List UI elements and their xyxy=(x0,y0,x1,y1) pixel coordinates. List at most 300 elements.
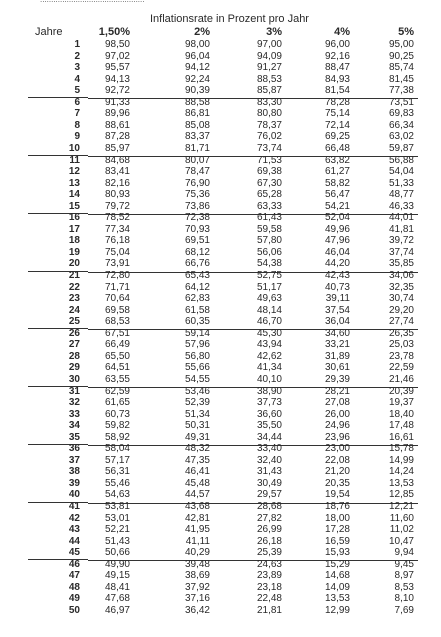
value-cell: 64,51 xyxy=(104,362,130,374)
value-cell: 59,14 xyxy=(184,327,210,339)
year-cell: 5 xyxy=(74,85,80,97)
value-cell: 47,68 xyxy=(104,593,130,605)
value-cell: 76,18 xyxy=(104,235,130,247)
year-cell: 27 xyxy=(68,339,80,351)
value-cell: 39,48 xyxy=(184,558,210,570)
value-cell: 81,45 xyxy=(388,73,414,85)
value-cell: 88,58 xyxy=(184,96,210,108)
year-cell: 16 xyxy=(68,212,80,224)
year-cell: 31 xyxy=(68,385,80,397)
value-cell: 21,81 xyxy=(256,604,282,616)
value-cell: 76,02 xyxy=(256,131,282,143)
value-cell: 55,66 xyxy=(184,362,210,374)
year-cell: 24 xyxy=(68,304,80,316)
value-cell: 23,89 xyxy=(256,570,282,582)
year-cell: 12 xyxy=(68,166,80,178)
year-cell: 9 xyxy=(74,131,80,143)
value-cell: 54,63 xyxy=(104,489,130,501)
value-cell: 86,81 xyxy=(184,108,210,120)
value-cell: 51,33 xyxy=(388,177,414,189)
value-cell: 54,04 xyxy=(388,166,414,178)
table-row xyxy=(0,179,441,190)
value-cell: 31,89 xyxy=(324,350,350,362)
value-cell: 98,00 xyxy=(184,39,210,50)
value-cell: 53,81 xyxy=(104,501,130,512)
value-cell: 27,08 xyxy=(324,397,350,409)
value-cell: 75,14 xyxy=(324,108,350,120)
year-cell: 30 xyxy=(68,373,80,385)
value-cell: 69,51 xyxy=(184,235,210,247)
value-cell: 60,35 xyxy=(184,316,210,328)
value-cell: 83,37 xyxy=(184,131,210,143)
value-cell: 78,47 xyxy=(184,166,210,178)
value-cell: 17,48 xyxy=(388,420,414,432)
value-cell: 42,62 xyxy=(256,350,282,362)
value-cell: 33,21 xyxy=(324,339,350,351)
year-cell: 38 xyxy=(68,466,80,478)
value-cell: 54,21 xyxy=(324,200,350,212)
year-cell: 10 xyxy=(68,142,80,154)
table-row xyxy=(0,329,441,340)
year-cell: 17 xyxy=(68,223,80,235)
value-cell: 55,46 xyxy=(104,477,130,489)
value-cell: 11,02 xyxy=(389,524,414,536)
year-cell: 36 xyxy=(68,443,80,455)
table-row xyxy=(0,398,441,409)
table-row xyxy=(0,306,441,317)
value-cell: 80,80 xyxy=(256,108,282,120)
value-cell: 14,68 xyxy=(324,570,350,582)
year-cell: 41 xyxy=(68,501,80,512)
value-cell: 49,96 xyxy=(324,223,350,235)
value-cell: 51,17 xyxy=(256,281,282,293)
value-cell: 36,60 xyxy=(256,408,282,420)
table-row xyxy=(0,63,441,74)
table-row xyxy=(0,225,441,236)
table-row xyxy=(0,456,441,467)
value-cell: 97,00 xyxy=(256,39,282,50)
value-cell: 20,35 xyxy=(324,477,350,489)
value-cell: 37,54 xyxy=(324,304,350,316)
value-cell: 49,31 xyxy=(184,431,210,443)
value-cell: 87,28 xyxy=(104,131,130,143)
value-cell: 79,72 xyxy=(104,200,130,212)
value-cell: 43,68 xyxy=(184,501,210,512)
value-cell: 81,54 xyxy=(324,85,350,97)
value-cell: 94,13 xyxy=(104,73,130,85)
value-cell: 19,37 xyxy=(388,397,414,409)
value-cell: 62,59 xyxy=(104,385,130,397)
table-row xyxy=(0,421,441,432)
value-cell: 82,16 xyxy=(104,177,130,189)
value-cell: 69,83 xyxy=(388,108,414,120)
value-cell: 39,11 xyxy=(325,293,350,305)
year-cell: 11 xyxy=(69,154,80,166)
value-cell: 58,04 xyxy=(104,443,130,455)
value-cell: 26,99 xyxy=(256,524,282,536)
value-cell: 39,72 xyxy=(388,235,414,247)
value-cell: 51,43 xyxy=(104,535,130,547)
value-cell: 66,34 xyxy=(388,119,414,131)
value-cell: 85,74 xyxy=(388,62,414,74)
table-row xyxy=(0,190,441,201)
year-cell: 40 xyxy=(68,489,80,501)
year-cell: 8 xyxy=(74,119,80,131)
value-cell: 48,32 xyxy=(184,443,210,455)
value-cell: 88,61 xyxy=(104,119,130,131)
table-row xyxy=(0,583,441,594)
value-cell: 40,10 xyxy=(256,373,282,385)
value-cell: 44,20 xyxy=(324,258,350,270)
value-cell: 90,39 xyxy=(184,85,210,97)
table-row xyxy=(0,317,441,328)
value-cell: 45,48 xyxy=(184,477,210,489)
year-cell: 26 xyxy=(68,327,80,339)
value-cell: 46,04 xyxy=(324,246,350,258)
table-row xyxy=(0,560,441,571)
year-cell: 35 xyxy=(68,431,80,443)
value-cell: 46,97 xyxy=(104,604,130,616)
value-cell: 12,85 xyxy=(388,489,414,501)
value-cell: 96,04 xyxy=(184,50,210,62)
value-cell: 26,35 xyxy=(388,327,414,339)
value-cell: 26,00 xyxy=(324,408,350,420)
table-row xyxy=(0,444,441,455)
value-cell: 68,12 xyxy=(184,246,210,258)
value-cell: 95,57 xyxy=(104,62,130,74)
value-cell: 30,74 xyxy=(388,293,414,305)
value-cell: 13,53 xyxy=(388,477,414,489)
value-cell: 37,74 xyxy=(388,246,414,258)
value-cell: 45,30 xyxy=(256,327,282,339)
value-cell: 23,18 xyxy=(256,581,282,593)
value-cell: 36,04 xyxy=(324,316,350,328)
value-cell: 89,96 xyxy=(104,108,130,120)
value-cell: 14,09 xyxy=(324,581,350,593)
table-row xyxy=(0,479,441,490)
value-cell: 58,82 xyxy=(324,177,350,189)
value-cell: 65,50 xyxy=(104,350,130,362)
table-row xyxy=(0,86,441,97)
value-cell: 50,66 xyxy=(104,547,130,559)
year-cell: 29 xyxy=(68,362,80,374)
value-cell: 69,38 xyxy=(256,166,282,178)
year-cell: 50 xyxy=(68,604,80,616)
value-cell: 27,82 xyxy=(256,512,282,524)
value-cell: 32,40 xyxy=(256,454,282,466)
year-cell: 43 xyxy=(68,524,80,536)
value-cell: 30,49 xyxy=(256,477,282,489)
value-cell: 73,51 xyxy=(388,96,414,108)
value-cell: 85,08 xyxy=(184,119,210,131)
value-cell: 72,38 xyxy=(184,212,210,224)
table-row xyxy=(0,156,441,167)
year-cell: 14 xyxy=(68,189,80,201)
year-cell: 33 xyxy=(68,408,80,420)
value-cell: 63,82 xyxy=(324,154,350,166)
table-row xyxy=(0,167,441,178)
value-cell: 21,20 xyxy=(324,466,350,478)
table-row xyxy=(0,98,441,109)
year-cell: 6 xyxy=(74,96,80,108)
value-cell: 96,00 xyxy=(324,39,350,50)
value-cell: 57,96 xyxy=(184,339,210,351)
value-cell: 53,46 xyxy=(184,385,210,397)
value-cell: 48,41 xyxy=(104,581,130,593)
year-cell: 45 xyxy=(68,547,80,559)
value-cell: 41,11 xyxy=(185,535,210,547)
value-cell: 29,20 xyxy=(388,304,414,316)
value-cell: 66,48 xyxy=(324,142,350,154)
value-cell: 73,91 xyxy=(104,258,130,270)
year-cell: 48 xyxy=(68,581,80,593)
value-cell: 22,59 xyxy=(388,362,414,374)
value-cell: 8,10 xyxy=(394,593,414,605)
year-cell: 34 xyxy=(68,420,80,432)
table-row xyxy=(0,109,441,120)
year-cell: 13 xyxy=(68,177,80,189)
value-cell: 56,06 xyxy=(256,246,282,258)
value-cell: 68,53 xyxy=(104,316,130,328)
table-row xyxy=(0,502,441,513)
value-cell: 60,73 xyxy=(104,408,130,420)
rate-header: 5% xyxy=(398,26,414,38)
year-cell: 25 xyxy=(68,316,80,328)
value-cell: 29,57 xyxy=(256,489,282,501)
value-cell: 77,38 xyxy=(388,85,414,97)
value-cell: 37,73 xyxy=(256,397,282,409)
rate-header: 3% xyxy=(266,26,282,38)
value-cell: 8,97 xyxy=(394,570,414,582)
table-row xyxy=(0,40,441,51)
value-cell: 59,87 xyxy=(388,142,414,154)
value-cell: 92,16 xyxy=(324,50,350,62)
value-cell: 88,53 xyxy=(256,73,282,85)
table-row xyxy=(0,594,441,605)
value-cell: 66,76 xyxy=(184,258,210,270)
value-cell: 56,31 xyxy=(104,466,130,478)
value-cell: 46,41 xyxy=(184,466,210,478)
value-cell: 24,96 xyxy=(324,420,350,432)
value-cell: 47,96 xyxy=(324,235,350,247)
value-cell: 40,29 xyxy=(184,547,210,559)
value-cell: 63,55 xyxy=(104,373,130,385)
year-cell: 20 xyxy=(68,258,80,270)
cropped-header-text xyxy=(0,0,441,6)
value-cell: 83,30 xyxy=(256,96,282,108)
value-cell: 38,90 xyxy=(256,385,282,397)
rate-header: 2% xyxy=(194,26,210,38)
value-cell: 76,90 xyxy=(184,177,210,189)
value-cell: 69,58 xyxy=(104,304,130,316)
value-cell: 29,39 xyxy=(324,373,350,385)
value-cell: 20,39 xyxy=(388,385,414,397)
value-cell: 52,04 xyxy=(324,212,350,224)
value-cell: 56,80 xyxy=(184,350,210,362)
value-cell: 34,06 xyxy=(388,270,414,281)
value-cell: 15,78 xyxy=(388,443,414,455)
table-row xyxy=(0,606,441,617)
year-cell: 2 xyxy=(74,50,80,62)
year-cell: 4 xyxy=(74,73,80,85)
value-cell: 59,82 xyxy=(104,420,130,432)
value-cell: 92,72 xyxy=(104,85,130,97)
value-cell: 94,12 xyxy=(184,62,210,74)
year-cell: 22 xyxy=(68,281,80,293)
value-cell: 91,33 xyxy=(104,96,130,108)
table-row xyxy=(0,213,441,224)
value-cell: 11,60 xyxy=(389,512,414,524)
year-cell: 37 xyxy=(68,454,80,466)
year-cell: 39 xyxy=(68,477,80,489)
value-cell: 12,99 xyxy=(324,604,350,616)
value-cell: 12,21 xyxy=(388,501,414,512)
year-cell: 46 xyxy=(68,558,80,570)
value-cell: 16,59 xyxy=(324,535,350,547)
table-row xyxy=(0,514,441,525)
value-cell: 62,83 xyxy=(184,293,210,305)
value-cell: 57,80 xyxy=(256,235,282,247)
value-cell: 92,24 xyxy=(184,73,210,85)
value-cell: 23,96 xyxy=(324,431,350,443)
table-row xyxy=(0,52,441,63)
value-cell: 9,94 xyxy=(394,547,414,559)
value-cell: 17,28 xyxy=(324,524,350,536)
value-cell: 56,47 xyxy=(324,189,350,201)
year-cell: 44 xyxy=(68,535,80,547)
value-cell: 85,97 xyxy=(104,142,130,154)
value-cell: 32,35 xyxy=(388,281,414,293)
value-cell: 88,47 xyxy=(324,62,350,74)
value-cell: 15,29 xyxy=(324,558,350,570)
value-cell: 97,02 xyxy=(104,50,130,62)
rate-header: 1,50% xyxy=(98,26,130,38)
value-cell: 57,17 xyxy=(104,454,130,466)
value-cell: 50,31 xyxy=(184,420,210,432)
value-cell: 90,25 xyxy=(388,50,414,62)
value-cell: 31,43 xyxy=(256,466,282,478)
table-row xyxy=(0,132,441,143)
value-cell: 61,65 xyxy=(104,397,130,409)
value-cell: 73,86 xyxy=(184,200,210,212)
value-cell: 41,81 xyxy=(388,223,414,235)
value-cell: 14,24 xyxy=(388,466,414,478)
value-cell: 8,53 xyxy=(394,581,414,593)
value-cell: 53,01 xyxy=(104,512,130,524)
value-cell: 44,01 xyxy=(388,212,414,224)
value-cell: 91,27 xyxy=(256,62,282,74)
table-row xyxy=(0,75,441,86)
value-cell: 54,55 xyxy=(184,373,210,385)
value-cell: 40,73 xyxy=(324,281,350,293)
value-cell: 83,41 xyxy=(104,166,130,178)
value-cell: 52,39 xyxy=(184,397,210,409)
value-cell: 37,92 xyxy=(184,581,210,593)
value-cell: 9,45 xyxy=(394,558,414,570)
value-cell: 67,51 xyxy=(104,327,130,339)
value-cell: 73,74 xyxy=(256,142,282,154)
value-cell: 75,04 xyxy=(104,246,130,258)
year-column-header: Jahre xyxy=(35,26,63,38)
value-cell: 16,61 xyxy=(388,431,414,443)
value-cell: 22,08 xyxy=(324,454,350,466)
table-row xyxy=(0,248,441,259)
value-cell: 80,07 xyxy=(184,154,210,166)
value-cell: 41,34 xyxy=(256,362,282,374)
value-cell: 77,34 xyxy=(104,223,130,235)
year-cell: 28 xyxy=(68,350,80,362)
value-cell: 15,93 xyxy=(324,547,350,559)
year-cell: 21 xyxy=(68,270,80,281)
value-cell: 35,50 xyxy=(256,420,282,432)
value-cell: 34,60 xyxy=(324,327,350,339)
value-cell: 25,03 xyxy=(388,339,414,351)
value-cell: 70,64 xyxy=(104,293,130,305)
table-row xyxy=(0,375,441,386)
year-cell: 23 xyxy=(68,293,80,305)
table-row xyxy=(0,433,441,444)
table-row xyxy=(0,525,441,536)
table-row xyxy=(0,410,441,421)
table-row xyxy=(0,259,441,270)
value-cell: 70,93 xyxy=(184,223,210,235)
value-cell: 46,70 xyxy=(256,316,282,328)
value-cell: 61,58 xyxy=(184,304,210,316)
value-cell: 19,54 xyxy=(324,489,350,501)
value-cell: 54,38 xyxy=(256,258,282,270)
value-cell: 18,40 xyxy=(388,408,414,420)
value-cell: 95,00 xyxy=(388,39,414,50)
value-cell: 22,48 xyxy=(256,593,282,605)
table-row xyxy=(0,236,441,247)
value-cell: 41,95 xyxy=(184,524,210,536)
value-cell: 51,34 xyxy=(184,408,210,420)
value-cell: 63,02 xyxy=(388,131,414,143)
value-cell: 21,46 xyxy=(388,373,414,385)
value-cell: 34,44 xyxy=(256,431,282,443)
value-cell: 13,53 xyxy=(324,593,350,605)
table-row xyxy=(0,387,441,398)
value-cell: 18,00 xyxy=(324,512,350,524)
table-row xyxy=(0,121,441,132)
value-cell: 80,93 xyxy=(104,189,130,201)
year-cell: 15 xyxy=(68,200,80,212)
value-cell: 26,18 xyxy=(256,535,282,547)
value-cell: 58,92 xyxy=(104,431,130,443)
value-cell: 75,36 xyxy=(184,189,210,201)
table-row xyxy=(0,283,441,294)
value-cell: 84,93 xyxy=(324,73,350,85)
value-cell: 25,39 xyxy=(256,547,282,559)
value-cell: 43,94 xyxy=(256,339,282,351)
value-cell: 23,78 xyxy=(388,350,414,362)
value-cell: 49,90 xyxy=(104,558,130,570)
value-cell: 78,37 xyxy=(256,119,282,131)
value-cell: 24,63 xyxy=(256,558,282,570)
value-cell: 72,14 xyxy=(324,119,350,131)
value-cell: 44,57 xyxy=(184,489,210,501)
year-cell: 1 xyxy=(74,39,80,50)
value-cell: 66,49 xyxy=(104,339,130,351)
year-cell: 18 xyxy=(68,235,80,247)
value-cell: 10,47 xyxy=(388,535,414,547)
value-cell: 64,12 xyxy=(184,281,210,293)
table-row xyxy=(0,340,441,351)
value-cell: 23,00 xyxy=(324,443,350,455)
value-cell: 28,21 xyxy=(324,385,350,397)
value-cell: 36,42 xyxy=(184,604,210,616)
value-cell: 52,21 xyxy=(104,524,130,536)
